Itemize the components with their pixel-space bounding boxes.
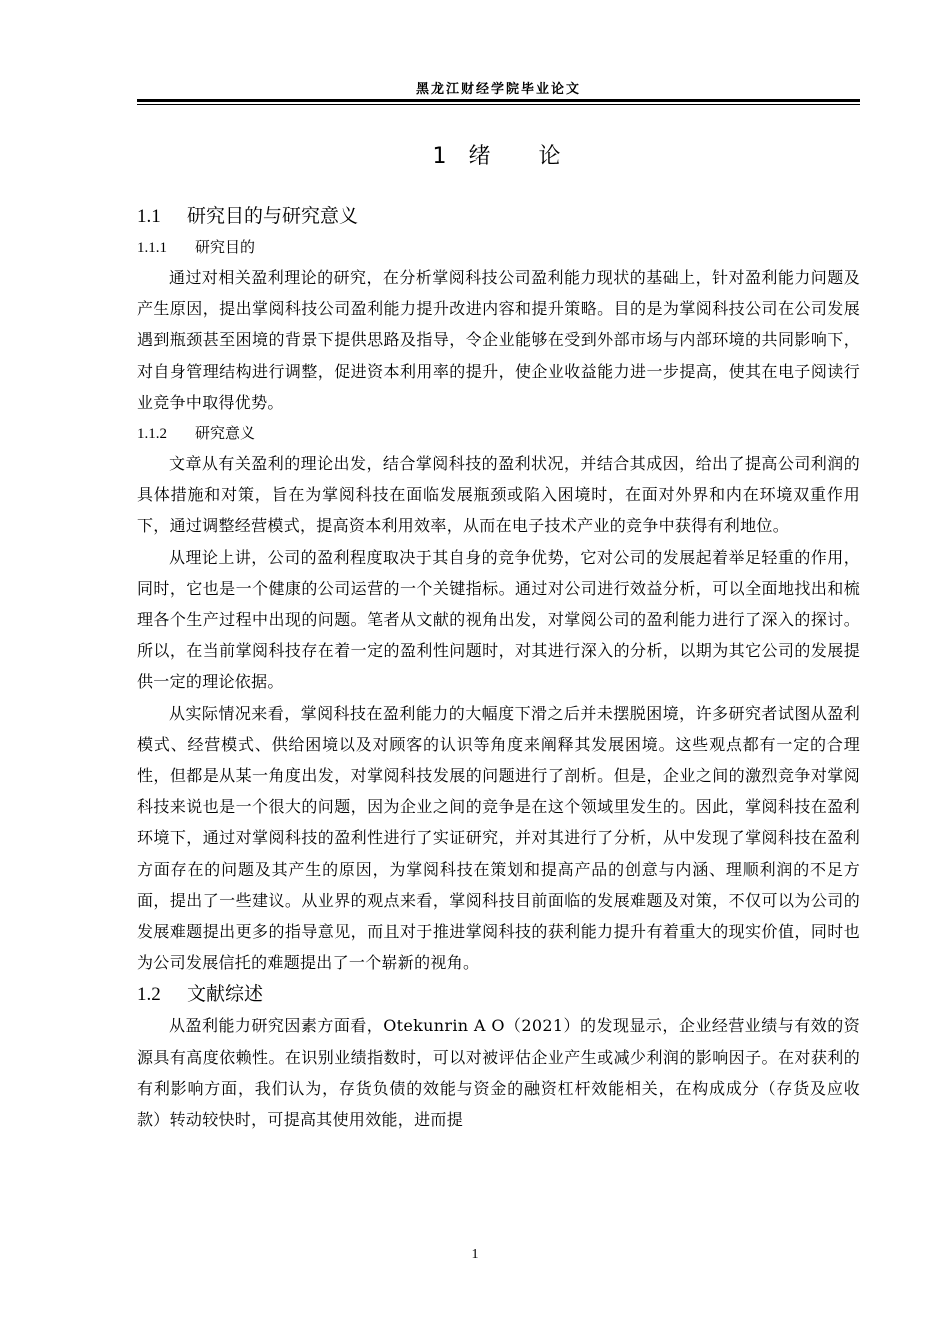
paragraph-significance-2: 从理论上讲，公司的盈利程度取决于其自身的竞争优势，它对公司的发展起着举足轻重的作用，同时，它也是一个健康的公司运营的一个关键指标。通过对公司进行效益分析，可以全面地找出和梳理各个生产过程中出现的问题。笔者从文献的视角出发，对掌阅公司的盈利能力进行了深入的探讨。所以，在当前掌阅科技存在着一定的盈利性问题时，对其进行深入的分析，以期为其它公司的发展提供一定的理论依据。 — [137, 547, 860, 692]
paragraph-research-purpose: 通过对相关盈利理论的研究，在分析掌阅科技公司盈利能力现状的基础上，针对盈利能力问题及产生原因，提出掌阅科技公司盈利能力提升改进内容和提升策略。目的是为掌阅科技公司在公司发展遇到瓶颈甚至困境的背景下提供思路及指导，令企业能够在受到外部市场与内部环境的共同影响下，对自身管理结构进行调整，促进资本利用率的提升，使企业收益能力进一步提高，使其在电子阅读行业竞争中取得优势。 — [137, 268, 860, 412]
section-title: 文献综述 — [187, 983, 264, 1006]
subsection-title: 研究目的 — [195, 238, 256, 256]
subsection-heading-1-1-1 — [137, 232, 860, 262]
paragraph-significance-3: 从实际情况来看，掌阅科技在盈利能力的大幅度下滑之后并未摆脱困境，许多研究者试图从盈利模式、经营模式、供给困境以及对顾客的认识等角度来阐释其发展困境。这些观点都有一定的合理性，但都是从某一角度出发，对掌阅科技发展的问题进行了剖析。但是，企业之间的激烈竞争对掌阅科技来说也是一个很大的问题，因为企业之间的竞争是在这个领域里发生的。因此，掌阅科技在盈利环境下，通过对掌阅科技的盈利性进行了实证研究，并对其进行了分析，从中发现了掌阅科技在盈利方面存在的问题及其产生的原因，为掌阅科技在策划和提高产品的创意与内涵、理顺利润的不足方面，提出了一些建议。从业界的观点来看，掌阅科技目前面临的发展难题及对策，不仅可以为公司的发展难题提出更多的指导意见，而且对于推进掌阅科技的获利能力提升有着重大的现实价值，同时也为公司发展信托的难题提出了一个崭新的视角。 — [137, 703, 860, 973]
subsection-title: 研究意义 — [195, 424, 256, 443]
paragraph-significance-1: 文章从有关盈利的理论出发，结合掌阅科技的盈利状况，并结合其成因，给出了提高公司利润的具体措施和对策，旨在为掌阅科技在面临发展瓶颈或陷入困境时，在面对外界和内在环境双重作用下，通过调整经营模式，提高资本利用效率，从而在电子技术产业的竞争中获得有利地位。 — [137, 454, 860, 536]
chapter-title-char-2: 论 — [538, 144, 565, 169]
header-rule-thick — [137, 99, 860, 102]
chapter-title — [137, 136, 860, 178]
page-body — [137, 136, 860, 1135]
section-heading-1-1 — [137, 200, 860, 232]
header-rule-thin — [137, 104, 860, 105]
subsection-heading-1-1-2 — [137, 418, 860, 448]
subsection-number: 1.1.2 — [137, 426, 167, 443]
section-number: 1.2 — [137, 984, 161, 1006]
section-heading-1-2 — [137, 978, 860, 1010]
section-number: 1.1 — [137, 206, 161, 227]
chapter-number: 1 — [432, 144, 451, 169]
section-title: 研究目的与研究意义 — [187, 205, 359, 227]
subsection-number: 1.1.1 — [137, 240, 167, 256]
paragraph-literature-review: 从盈利能力研究因素方面看，Otekunrin A O（2021）的发现显示，企业经营业绩与有效的资源具有高度依赖性。在识别业绩指数时，可以对被评估企业产生或减少利润的影响因子。在对获利的有利影响方面，我们认为，存货负债的效能与资金的融资杠杆效能相关，在构成成分（存货及应收款）转动较快时，可提高其使用效能，进而提 — [137, 1016, 860, 1130]
chapter-title-char-1: 绪 — [468, 144, 495, 169]
page-number: 1 — [471, 1247, 479, 1262]
running-header-title: 黑龙江财经学院毕业论文 — [415, 82, 581, 97]
